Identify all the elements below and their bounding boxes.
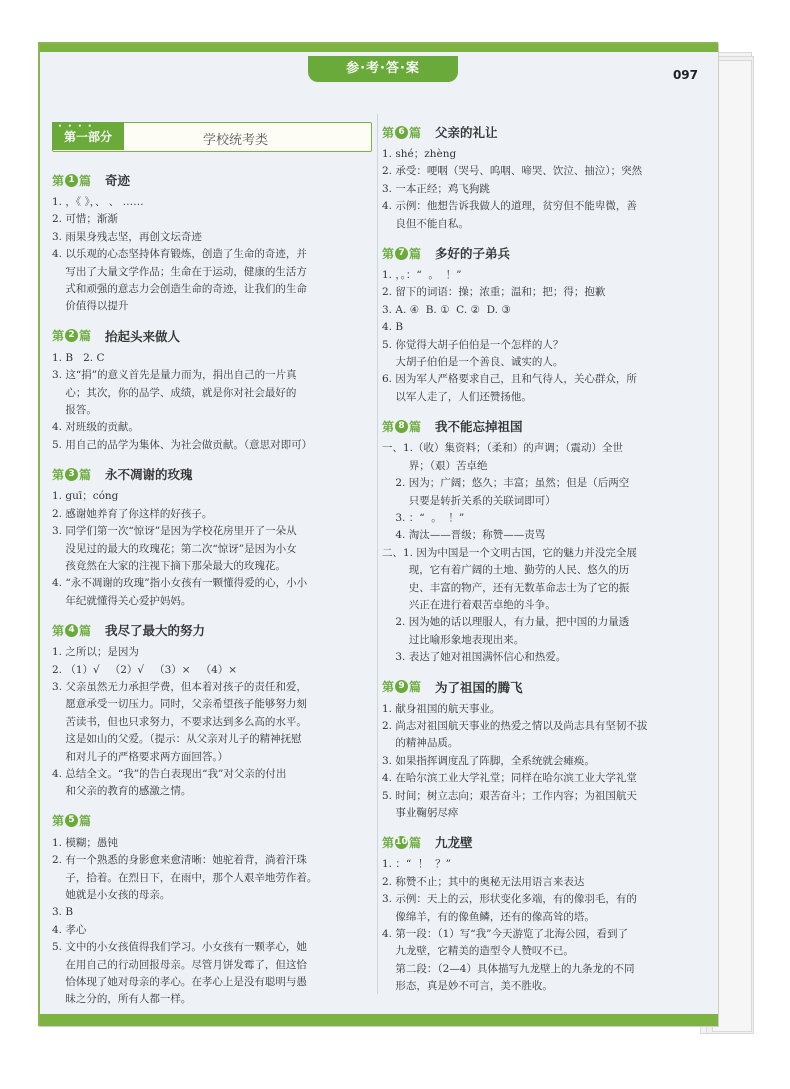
- answer-line: 她就是小女孩的母亲。: [52, 889, 171, 901]
- answer-line: 2. 有一个熟悉的身影愈来愈清晰：她驼着背，淌着汗珠: [52, 854, 307, 867]
- number-badge: 9: [395, 680, 408, 693]
- answer-line: 良但不能自私。: [382, 217, 469, 230]
- answer-line: 第二段：（2—4）具体描写九龙壁上的九条龙的不同: [382, 962, 635, 975]
- section-title: 父亲的礼让: [435, 125, 498, 140]
- answer-line: 2. （1）√ （2）√ （3）× （4）×: [52, 663, 238, 676]
- answer-line: 3. ：“ 。 ！”: [382, 511, 465, 524]
- answer-line: 3. A. ④ B. ① C. ② D. ③: [382, 303, 511, 316]
- answer-line: 2. 留下的词语：操；浓重；温和；把；得；抱歉: [382, 286, 606, 299]
- answer-line: 报答。: [52, 404, 97, 417]
- answer-line: 式和顽强的意志力会创造生命的奇迹，让我们的生命: [52, 283, 307, 296]
- answer-line: 3. 示例：天上的云，形状变化多端，有的像羽毛，有的: [382, 893, 637, 906]
- answer-line: 没见过的最大的玫瑰花；第二次“惊讶”是因为小女: [52, 542, 297, 555]
- answer-line: 这是如山的父爱。（提示：从父亲对儿子的精神抚慰: [52, 733, 302, 746]
- section-heading: [382, 416, 702, 436]
- answer-tab: 参·考·答·案: [308, 56, 458, 82]
- answer-section: [52, 170, 372, 316]
- answer-line: 1. guī；cóng: [52, 490, 119, 503]
- answer-section: [382, 677, 702, 823]
- answer-line: 形态，真是妙不可言，美不胜收。: [382, 980, 553, 993]
- answer-line: 和对儿子的严格要求两方面回答。）: [52, 750, 229, 763]
- section-number: 第 4 篇: [52, 623, 92, 638]
- answer-line: 4. B: [382, 321, 404, 334]
- answer-line: 像绵羊，有的像鱼鳞，还有的像高耸的塔。: [382, 910, 595, 923]
- answer-section: [52, 620, 372, 801]
- section-title: 抬起头来做人: [105, 328, 181, 344]
- answer-line: 2. 感谢她养育了你这样的好孩子。: [52, 507, 213, 520]
- number-badge: 5: [65, 814, 78, 827]
- left-column: [52, 122, 372, 1019]
- answer-line: 3. 父亲虽然无力承担学费，但本着对孩子的责任和爱，: [52, 680, 307, 693]
- answer-line: 写出了大量文学作品；生命在于运动，健康的生活方: [52, 265, 307, 278]
- answer-line: 3. B: [52, 906, 74, 919]
- answer-line: 5. 时间；树立志向；艰苦奋斗；工作内容；为祖国航天: [382, 789, 637, 802]
- section-number: 第 9 篇: [382, 680, 422, 695]
- answer-line: 2. 因为她的话以理服人，有力量，把中国的力量透: [382, 616, 630, 629]
- answer-line: 3. 同学们第一次“惊讶”是因为学校花房里开了一朵从: [52, 525, 297, 538]
- answer-line: 4. 孝心: [52, 923, 87, 936]
- answer-line: 4. “永不凋谢的玫瑰”指小女孩有一颗懂得爱的心，小小: [52, 577, 308, 590]
- answer-line: 心；其次，你的品学、成绩，就是你对社会最好的: [52, 386, 297, 399]
- answer-line: 在用自己的行动回报母亲。尽管月饼发霉了，但这恰: [52, 958, 307, 971]
- answer-line: 1. 献身祖国的航天事业。: [382, 702, 501, 715]
- answer-section: [382, 243, 702, 406]
- book-page: [38, 42, 718, 1026]
- section-title: 我不能忘掉祖国: [435, 419, 523, 435]
- section-title: 多好的子弟兵: [435, 246, 511, 262]
- answer-line: 1. 之所以；是因为: [52, 646, 139, 659]
- answer-line: 5. 你觉得大胡子伯伯是一个怎样的人？: [382, 338, 564, 351]
- answer-line: 一、1.（收）集资料；（柔和）的声调；（震动）全世: [382, 442, 624, 455]
- answer-line: 界；（艰）苦卓绝: [382, 459, 488, 472]
- right-column: [382, 122, 702, 1006]
- answer-line: 恰体现了她对母亲的孝心。在孝心上是没有聪明与愚: [52, 976, 307, 989]
- answer-section: [52, 464, 372, 610]
- answer-line: 4. 第一段：（1）写“我”今天游览了北海公园，看到了: [382, 928, 629, 941]
- part-title: 学校统考类: [203, 133, 269, 148]
- section-number: 第 2 篇: [52, 329, 92, 344]
- answer-line: 2. 称赞不止；其中的奥秘无法用语言来表达: [382, 875, 585, 888]
- number-badge: 6: [395, 126, 408, 139]
- section-heading: [52, 326, 372, 346]
- answer-line: 现，它有着广阔的土地、勤劳的人民、悠久的历: [382, 564, 630, 577]
- answer-line: 4. 示例：他想告诉我做人的道理，贫穷但不能卑微，善: [382, 200, 637, 213]
- section-number: 第 3 篇: [52, 467, 92, 482]
- answer-section: [52, 811, 372, 1009]
- number-badge: 1: [65, 174, 78, 187]
- answer-line: 5. 用自己的品学为集体、为社会做贡献。（意思对即可）: [52, 438, 313, 451]
- number-badge: 2: [65, 329, 78, 342]
- answer-line: 孩竟然在大家的注视下摘下那朵最大的玫瑰花。: [52, 559, 286, 572]
- number-badge: 4: [65, 624, 78, 637]
- answer-line: 史、丰富的物产，还有无数革命志士为了它的振: [382, 581, 630, 594]
- answer-line: 3. 这“捐”的意义首先是量力而为，捐出自己的一片真: [52, 369, 297, 382]
- section-number: 第 6 篇: [382, 125, 422, 140]
- answer-line: 二、1. 因为中国是一个文明古国，它的魅力并没完全展: [382, 546, 637, 559]
- section-title: 我尽了最大的努力: [105, 623, 206, 639]
- answer-section: [382, 122, 702, 233]
- number-badge: 7: [395, 247, 408, 260]
- answer-line: 1. shé；zhèng: [382, 148, 457, 160]
- section-heading: [52, 620, 372, 640]
- section-number: 第 8 篇: [382, 419, 422, 434]
- answer-line: 过比喻形象地表现出来。: [382, 633, 525, 646]
- answer-line: 只要是转折关系的关联词即可）: [382, 494, 556, 507]
- number-badge: 10: [395, 836, 408, 847]
- answer-line: 2. 可惜；渐渐: [52, 213, 118, 226]
- answer-line: 1. 模糊；愚钝: [52, 836, 118, 849]
- answer-line: 2. 承受：哽咽（哭号、呜咽、啼哭、饮泣、抽泣）；突然: [382, 165, 643, 178]
- section-number: 第 1 篇: [52, 173, 92, 188]
- answer-line: 事业鞠躬尽瘁: [382, 807, 459, 819]
- answer-line: 4. 对班级的贡献。: [52, 421, 139, 434]
- answer-line: 以军人走了，人们还赞扬他。: [382, 390, 532, 403]
- column-divider: [377, 114, 378, 994]
- answer-line: 九龙壁，它精美的造型令人赞叹不已。: [382, 945, 574, 958]
- answer-line: 4. 以乐观的心态坚持体育锻炼，创造了生命的奇迹，并: [52, 248, 307, 261]
- answer-line: 昧之分的，所有人都一样。: [52, 993, 192, 1006]
- answer-line: 3. 表达了她对祖国满怀信心和热爱。: [382, 651, 567, 664]
- answer-line: 4. 淘汰——晋级；称赞——责骂: [382, 529, 546, 542]
- answer-line: 苦读书，但也只求努力，不要求达到多么高的水平。: [52, 715, 307, 728]
- answer-line: 4. 在哈尔滨工业大学礼堂；同样在哈尔滨工业大学礼堂: [382, 772, 637, 785]
- section-number: 第 5 篇: [52, 814, 92, 829]
- answer-line: 1. ，《 》，、 、 ……: [52, 196, 144, 208]
- answer-line: 兴正在进行着艰苦卓绝的斗争。: [382, 598, 556, 611]
- answer-line: 4. 总结全文。“我”的告白表现出“我”对父亲的付出: [52, 767, 287, 780]
- number-badge: 8: [395, 420, 408, 433]
- section-heading: [52, 464, 372, 484]
- answer-line: 的精神品质。: [382, 737, 459, 750]
- section-number: 第 10 篇: [382, 835, 422, 850]
- header-bar: [40, 44, 718, 52]
- section-title: 奇迹: [105, 173, 131, 188]
- section-title: 九龙壁: [435, 835, 473, 851]
- answer-line: 1. ，。：“ 。 ！”: [382, 269, 462, 282]
- part-header: [52, 122, 372, 152]
- answer-line: 3. 如果指挥调度乱了阵脚，全系统就会瘫痪。: [382, 754, 595, 767]
- section-heading: [382, 243, 702, 263]
- section-heading: [52, 170, 372, 190]
- answer-section: [52, 326, 372, 454]
- answer-line: 和父亲的教育的感激之情。: [52, 785, 192, 798]
- answer-line: 2. 因为；广阔；悠久；丰富；虽然；但是（后两空: [382, 477, 630, 490]
- answer-line: 年纪就懂得关心爱护妈妈。: [52, 594, 192, 607]
- answer-line: 6. 因为军人严格要求自己，且和气待人，关心群众，所: [382, 373, 637, 386]
- answer-line: 3. 雨果身残志坚，再创文坛奇迹: [52, 230, 202, 243]
- section-heading: [382, 832, 702, 852]
- section-heading: [52, 811, 372, 831]
- answer-section: [382, 416, 702, 666]
- answer-line: 3. 一本正经；鸡飞狗跳: [382, 182, 490, 195]
- part-tag: • • • • 第一部分: [52, 122, 124, 150]
- answer-line: 大胡子伯伯是一个善良、诚实的人。: [382, 356, 564, 369]
- answer-section: [382, 832, 702, 995]
- section-heading: [382, 122, 702, 142]
- answer-line: 1. B 2. C: [52, 351, 105, 364]
- section-heading: [382, 677, 702, 697]
- answer-line: 子，拾着。在烈日下，在雨中，那个人艰辛地劳作着。: [52, 871, 318, 884]
- page-number: 097: [672, 68, 698, 82]
- answer-line: 1. ：“ ！ ？”: [382, 858, 451, 871]
- section-number: 第 7 篇: [382, 246, 422, 261]
- section-title: 为了祖国的腾飞: [435, 679, 523, 695]
- answer-line: 2. 尚志对祖国航天事业的热爱之情以及尚志具有坚韧不拔: [382, 719, 648, 732]
- answer-line: 愿意承受一切压力。同时，父亲希望孩子能够努力刻: [52, 698, 307, 711]
- number-badge: 3: [65, 468, 78, 481]
- footer-bar: [40, 1014, 718, 1026]
- section-title: 永不凋谢的玫瑰: [105, 467, 193, 483]
- page-stack-edge: [712, 60, 752, 1032]
- answer-line: 5. 文中的小女孩值得我们学习。小女孩有一颗孝心，她: [52, 941, 307, 954]
- answer-line: 价值得以提升: [52, 300, 129, 313]
